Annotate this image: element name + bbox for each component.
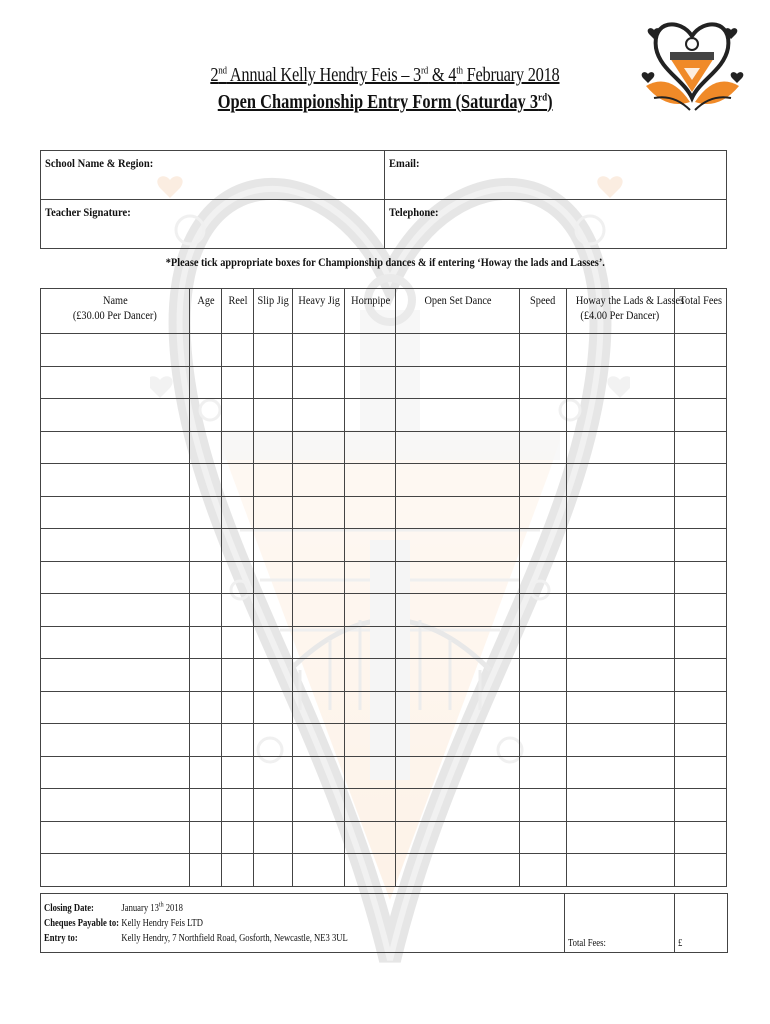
cell-name[interactable] bbox=[41, 854, 190, 887]
cell-heavy-jig[interactable] bbox=[293, 789, 345, 822]
cell-howay-lads-lasses[interactable] bbox=[566, 691, 674, 724]
header-howay-lads-lasses bbox=[566, 289, 684, 334]
table-row bbox=[41, 854, 727, 887]
cell-open-set-dance[interactable] bbox=[396, 399, 519, 432]
cell-heavy-jig[interactable] bbox=[293, 821, 345, 854]
cell-age[interactable] bbox=[190, 431, 222, 464]
cell-slip-jig[interactable] bbox=[254, 724, 293, 757]
cell-hornpipe[interactable] bbox=[345, 756, 396, 789]
cell-open-set-dance[interactable] bbox=[396, 366, 519, 399]
cell-speed[interactable] bbox=[519, 821, 566, 854]
cell-total-fees[interactable] bbox=[674, 854, 726, 887]
cell-open-set-dance[interactable] bbox=[396, 756, 519, 789]
cell-total-fees[interactable] bbox=[674, 626, 726, 659]
cell-howay-lads-lasses[interactable] bbox=[566, 334, 674, 367]
cell-age[interactable] bbox=[190, 659, 222, 692]
table-row bbox=[41, 626, 727, 659]
cell-heavy-jig[interactable] bbox=[293, 399, 345, 432]
cell-total-fees[interactable] bbox=[674, 334, 726, 367]
cell-hornpipe[interactable] bbox=[345, 529, 396, 562]
header-hornpipe-label: Hornpipe bbox=[350, 293, 390, 307]
cell-hornpipe[interactable] bbox=[345, 496, 396, 529]
cell-open-set-dance[interactable] bbox=[396, 594, 519, 627]
cell-total-fees[interactable] bbox=[674, 496, 726, 529]
cell-heavy-jig[interactable] bbox=[293, 659, 345, 692]
cell-speed[interactable] bbox=[519, 594, 566, 627]
cell-heavy-jig[interactable] bbox=[293, 691, 345, 724]
cell-open-set-dance[interactable] bbox=[396, 821, 519, 854]
cell-heavy-jig[interactable] bbox=[293, 464, 345, 497]
cell-slip-jig[interactable] bbox=[254, 431, 293, 464]
cell-howay-lads-lasses[interactable] bbox=[566, 594, 674, 627]
cell-hornpipe[interactable] bbox=[345, 399, 396, 432]
cell-reel[interactable] bbox=[222, 821, 254, 854]
cell-reel[interactable] bbox=[222, 854, 254, 887]
cell-hornpipe[interactable] bbox=[345, 561, 396, 594]
table-row bbox=[41, 756, 727, 789]
cell-slip-jig[interactable] bbox=[254, 854, 293, 887]
table-row bbox=[41, 464, 727, 497]
cell-open-set-dance[interactable] bbox=[396, 626, 519, 659]
header-hornpipe bbox=[345, 289, 396, 334]
cell-slip-jig[interactable] bbox=[254, 399, 293, 432]
cell-age[interactable] bbox=[190, 724, 222, 757]
cell-total-fees[interactable] bbox=[674, 464, 726, 497]
cell-howay-lads-lasses[interactable] bbox=[566, 431, 674, 464]
cell-total-fees[interactable] bbox=[674, 691, 726, 724]
cell-name[interactable] bbox=[41, 431, 190, 464]
cell-howay-lads-lasses[interactable] bbox=[566, 821, 674, 854]
header-age bbox=[190, 289, 222, 334]
cell-open-set-dance[interactable] bbox=[396, 496, 519, 529]
header-heavy-jig-label: Heavy Jig bbox=[298, 293, 340, 307]
table-row bbox=[41, 529, 727, 562]
cell-reel[interactable] bbox=[222, 789, 254, 822]
header-reel-label: Reel bbox=[228, 293, 248, 307]
cell-name[interactable] bbox=[41, 334, 190, 367]
table-row bbox=[41, 496, 727, 529]
cell-age[interactable] bbox=[190, 366, 222, 399]
header-speed-label: Speed bbox=[530, 293, 556, 307]
cell-hornpipe[interactable] bbox=[345, 724, 396, 757]
cell-howay-lads-lasses[interactable] bbox=[566, 561, 674, 594]
cell-total-fees[interactable] bbox=[674, 789, 726, 822]
entry-to-label: Entry to: bbox=[44, 933, 78, 945]
header-slip-jig-label: Slip Jig bbox=[257, 293, 289, 307]
total-fees-label: Total Fees: bbox=[568, 938, 606, 949]
cell-age[interactable] bbox=[190, 691, 222, 724]
cell-heavy-jig[interactable] bbox=[293, 529, 345, 562]
cell-slip-jig[interactable] bbox=[254, 464, 293, 497]
cell-howay-lads-lasses[interactable] bbox=[566, 399, 674, 432]
cell-speed[interactable] bbox=[519, 854, 566, 887]
cell-total-fees[interactable] bbox=[674, 659, 726, 692]
cell-reel[interactable] bbox=[222, 594, 254, 627]
cell-total-fees[interactable] bbox=[674, 756, 726, 789]
email-field[interactable]: Email: bbox=[385, 151, 727, 200]
cell-speed[interactable] bbox=[519, 431, 566, 464]
total-fees-label-cell bbox=[565, 894, 675, 953]
cell-speed[interactable] bbox=[519, 464, 566, 497]
cell-name[interactable] bbox=[41, 756, 190, 789]
header-open-set-dance-label: Open Set Dance bbox=[423, 293, 492, 307]
cell-heavy-jig[interactable] bbox=[293, 366, 345, 399]
cell-total-fees[interactable] bbox=[674, 366, 726, 399]
cell-name[interactable] bbox=[41, 366, 190, 399]
cell-howay-lads-lasses[interactable] bbox=[566, 626, 674, 659]
cell-hornpipe[interactable] bbox=[345, 334, 396, 367]
cell-name[interactable] bbox=[41, 496, 190, 529]
cell-speed[interactable] bbox=[519, 724, 566, 757]
cell-open-set-dance[interactable] bbox=[396, 561, 519, 594]
header-total-fees bbox=[674, 289, 726, 334]
cell-age[interactable] bbox=[190, 789, 222, 822]
cell-speed[interactable] bbox=[519, 496, 566, 529]
cell-howay-lads-lasses[interactable] bbox=[566, 854, 674, 887]
cell-slip-jig[interactable] bbox=[254, 334, 293, 367]
cell-heavy-jig[interactable] bbox=[293, 431, 345, 464]
closing-date-value: January 13th 2018 bbox=[121, 901, 183, 915]
header-heavy-jig bbox=[293, 289, 345, 334]
cell-reel[interactable] bbox=[222, 756, 254, 789]
cell-howay-lads-lasses[interactable] bbox=[566, 366, 674, 399]
contact-info-table bbox=[40, 150, 727, 249]
cell-open-set-dance[interactable] bbox=[396, 334, 519, 367]
cell-reel[interactable] bbox=[222, 496, 254, 529]
header-howay-lads-lasses-label: Howay the Lads & Lasses bbox=[575, 293, 684, 307]
cell-open-set-dance[interactable] bbox=[396, 431, 519, 464]
cell-howay-lads-lasses[interactable] bbox=[566, 529, 674, 562]
cell-heavy-jig[interactable] bbox=[293, 724, 345, 757]
cell-howay-lads-lasses[interactable] bbox=[566, 789, 674, 822]
cell-reel[interactable] bbox=[222, 366, 254, 399]
table-row bbox=[41, 724, 727, 757]
cell-speed[interactable] bbox=[519, 691, 566, 724]
event-title: 2nd Annual Kelly Hendry Feis – 3rd & 4th February 2018 bbox=[210, 64, 560, 86]
submission-details bbox=[41, 894, 565, 953]
cell-howay-lads-lasses[interactable] bbox=[566, 464, 674, 497]
cell-age[interactable] bbox=[190, 756, 222, 789]
cell-total-fees[interactable] bbox=[674, 399, 726, 432]
cell-slip-jig[interactable] bbox=[254, 821, 293, 854]
footer-table bbox=[40, 893, 728, 953]
cell-howay-lads-lasses[interactable] bbox=[566, 659, 674, 692]
cell-reel[interactable] bbox=[222, 724, 254, 757]
cell-open-set-dance[interactable] bbox=[396, 854, 519, 887]
table-row bbox=[41, 399, 727, 432]
cell-heavy-jig[interactable] bbox=[293, 561, 345, 594]
cell-age[interactable] bbox=[190, 399, 222, 432]
entry-to-value: Kelly Hendry, 7 Northfield Road, Gosforth, Newcastle, NE3 3UL bbox=[121, 933, 348, 945]
form-subtitle: Open Championship Entry Form (Saturday 3rd) bbox=[217, 91, 553, 113]
cell-heavy-jig[interactable] bbox=[293, 496, 345, 529]
cell-slip-jig[interactable] bbox=[254, 691, 293, 724]
table-row bbox=[41, 334, 727, 367]
header-howay-lads-lasses-fee: (£4.00 Per Dancer) bbox=[580, 308, 660, 322]
cell-name[interactable] bbox=[41, 659, 190, 692]
cell-reel[interactable] bbox=[222, 464, 254, 497]
cell-hornpipe[interactable] bbox=[345, 789, 396, 822]
cheques-value: Kelly Hendry Feis LTD bbox=[121, 918, 204, 930]
cell-open-set-dance[interactable] bbox=[396, 789, 519, 822]
cell-hornpipe[interactable] bbox=[345, 691, 396, 724]
cell-open-set-dance[interactable] bbox=[396, 691, 519, 724]
total-fees-value-cell[interactable] bbox=[675, 894, 728, 953]
cell-heavy-jig[interactable] bbox=[293, 594, 345, 627]
header-open-set-dance bbox=[396, 289, 519, 334]
cell-hornpipe[interactable] bbox=[345, 464, 396, 497]
cell-speed[interactable] bbox=[519, 529, 566, 562]
table-row bbox=[41, 821, 727, 854]
cell-howay-lads-lasses[interactable] bbox=[566, 724, 674, 757]
cell-speed[interactable] bbox=[519, 366, 566, 399]
cell-age[interactable] bbox=[190, 594, 222, 627]
cell-reel[interactable] bbox=[222, 691, 254, 724]
table-row bbox=[41, 366, 727, 399]
cell-name[interactable] bbox=[41, 529, 190, 562]
cell-slip-jig[interactable] bbox=[254, 529, 293, 562]
cell-reel[interactable] bbox=[222, 529, 254, 562]
cell-slip-jig[interactable] bbox=[254, 561, 293, 594]
instructions-note: *Please tick appropriate boxes for Championship dances & if entering ‘Howay the lads and Lasses’. bbox=[165, 255, 605, 269]
cell-speed[interactable] bbox=[519, 756, 566, 789]
cell-howay-lads-lasses[interactable] bbox=[566, 496, 674, 529]
table-row bbox=[41, 659, 727, 692]
header-speed bbox=[519, 289, 566, 334]
cell-open-set-dance[interactable] bbox=[396, 724, 519, 757]
cell-hornpipe[interactable] bbox=[345, 821, 396, 854]
cell-name[interactable] bbox=[41, 626, 190, 659]
cell-reel[interactable] bbox=[222, 561, 254, 594]
cell-age[interactable] bbox=[190, 854, 222, 887]
cell-hornpipe[interactable] bbox=[345, 431, 396, 464]
cell-reel[interactable] bbox=[222, 399, 254, 432]
cell-hornpipe[interactable] bbox=[345, 854, 396, 887]
teacher-signature-field[interactable]: Teacher Signature: bbox=[41, 200, 385, 249]
cell-total-fees[interactable] bbox=[674, 561, 726, 594]
cell-name[interactable] bbox=[41, 399, 190, 432]
cell-heavy-jig[interactable] bbox=[293, 854, 345, 887]
cell-heavy-jig[interactable] bbox=[293, 334, 345, 367]
cell-name[interactable] bbox=[41, 691, 190, 724]
cell-total-fees[interactable] bbox=[674, 724, 726, 757]
cell-age[interactable] bbox=[190, 561, 222, 594]
header-reel bbox=[222, 289, 254, 334]
cell-speed[interactable] bbox=[519, 789, 566, 822]
cell-slip-jig[interactable] bbox=[254, 366, 293, 399]
cell-hornpipe[interactable] bbox=[345, 366, 396, 399]
cell-heavy-jig[interactable] bbox=[293, 626, 345, 659]
cell-slip-jig[interactable] bbox=[254, 594, 293, 627]
cell-slip-jig[interactable] bbox=[254, 789, 293, 822]
cell-slip-jig[interactable] bbox=[254, 659, 293, 692]
cell-speed[interactable] bbox=[519, 399, 566, 432]
cell-reel[interactable] bbox=[222, 431, 254, 464]
cell-heavy-jig[interactable] bbox=[293, 756, 345, 789]
form-title bbox=[0, 64, 770, 114]
cell-hornpipe[interactable] bbox=[345, 594, 396, 627]
cell-slip-jig[interactable] bbox=[254, 756, 293, 789]
cell-open-set-dance[interactable] bbox=[396, 464, 519, 497]
cell-name[interactable] bbox=[41, 464, 190, 497]
cell-age[interactable] bbox=[190, 626, 222, 659]
telephone-field[interactable]: Telephone: bbox=[385, 200, 727, 249]
cell-howay-lads-lasses[interactable] bbox=[566, 756, 674, 789]
cell-open-set-dance[interactable] bbox=[396, 529, 519, 562]
closing-date-label: Closing Date: bbox=[44, 903, 94, 915]
cell-speed[interactable] bbox=[519, 334, 566, 367]
cell-age[interactable] bbox=[190, 464, 222, 497]
cell-total-fees[interactable] bbox=[674, 431, 726, 464]
table-row bbox=[41, 789, 727, 822]
cell-reel[interactable] bbox=[222, 659, 254, 692]
header-slip-jig bbox=[254, 289, 293, 334]
cell-speed[interactable] bbox=[519, 626, 566, 659]
header-name-fee: (£30.00 Per Dancer) bbox=[73, 308, 158, 322]
entry-table bbox=[40, 288, 727, 887]
header-age-label: Age bbox=[197, 293, 215, 307]
cell-slip-jig[interactable] bbox=[254, 496, 293, 529]
currency-symbol: £ bbox=[678, 938, 683, 949]
entry-table-header bbox=[41, 289, 727, 334]
cell-total-fees[interactable] bbox=[674, 529, 726, 562]
cell-hornpipe[interactable] bbox=[345, 626, 396, 659]
table-row bbox=[41, 594, 727, 627]
cell-slip-jig[interactable] bbox=[254, 626, 293, 659]
cell-name[interactable] bbox=[41, 561, 190, 594]
table-row bbox=[41, 691, 727, 724]
cell-age[interactable] bbox=[190, 334, 222, 367]
cell-speed[interactable] bbox=[519, 561, 566, 594]
cell-name[interactable] bbox=[41, 821, 190, 854]
cell-reel[interactable] bbox=[222, 334, 254, 367]
cell-open-set-dance[interactable] bbox=[396, 659, 519, 692]
header-name bbox=[41, 289, 190, 334]
header-name-label: Name bbox=[102, 293, 128, 307]
cell-age[interactable] bbox=[190, 821, 222, 854]
cell-total-fees[interactable] bbox=[674, 821, 726, 854]
table-row bbox=[41, 431, 727, 464]
cell-reel[interactable] bbox=[222, 626, 254, 659]
cell-speed[interactable] bbox=[519, 659, 566, 692]
table-row bbox=[41, 561, 727, 594]
school-name-field[interactable]: School Name & Region: bbox=[41, 151, 385, 200]
cell-hornpipe[interactable] bbox=[345, 659, 396, 692]
cell-name[interactable] bbox=[41, 594, 190, 627]
cell-name[interactable] bbox=[41, 789, 190, 822]
cell-age[interactable] bbox=[190, 529, 222, 562]
cheques-label: Cheques Payable to: bbox=[44, 918, 120, 930]
cell-age[interactable] bbox=[190, 496, 222, 529]
header-total-fees-label: Total Fees bbox=[679, 293, 722, 307]
cell-name[interactable] bbox=[41, 724, 190, 757]
cell-total-fees[interactable] bbox=[674, 594, 726, 627]
